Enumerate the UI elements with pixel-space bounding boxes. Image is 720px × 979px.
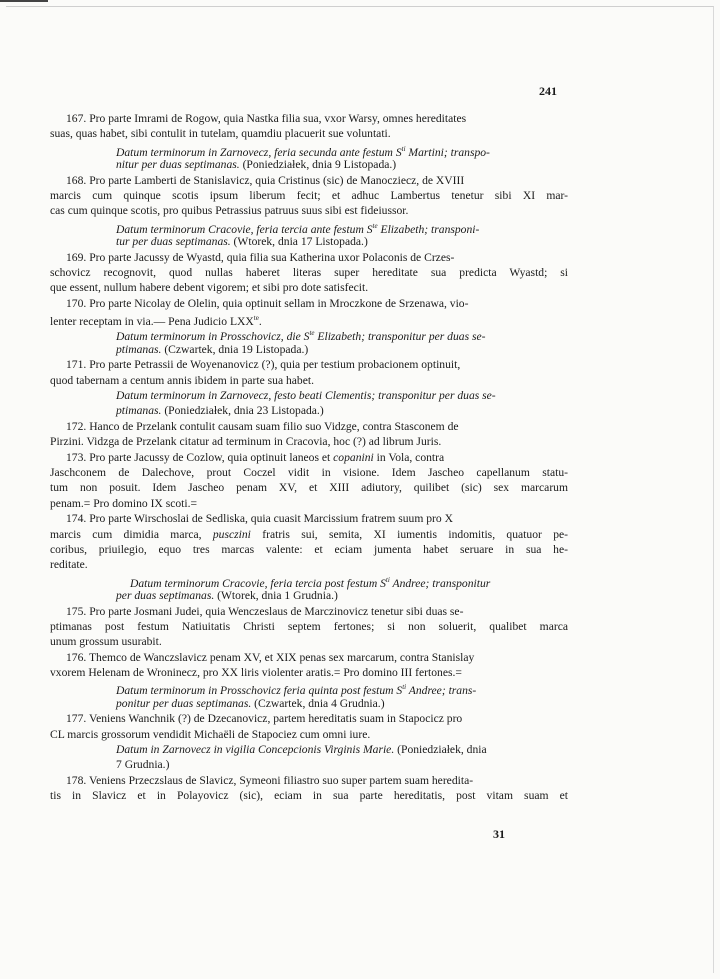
text-segment: 176. Themco de Wanczslavicz penam XV, et XIX penas sex marcarum, contra Stanislay (66, 650, 475, 664)
text-line (50, 280, 568, 295)
text-segment: 175. Pro parte Josmani Judei, quia Wenczeslaus de Marczinovicz tenetur sibi duas se- (66, 604, 464, 618)
text-segment: 178. Veniens Przeczslaus de Slavicz, Symeoni filiastro suo super partem suam heredita- (66, 773, 474, 787)
text-segment: vxorem Helenam de Wroninecz, pro XX liris violenter aratis.= Pro domino III fertones.= (50, 666, 462, 680)
signature-mark: 31 (493, 827, 505, 841)
text-line (50, 111, 568, 126)
text-segment: (Poniedziałek, dnia (394, 743, 487, 757)
text-segment: Jaschconem de Dalechove, prout Coczel vidit in visione. Idem Jascheo capellanum statu- (50, 465, 568, 479)
italic-segment: Datum terminorum in Prosschovicz feria quinta post festum S (116, 684, 403, 698)
text-segment: 177. Veniens Wanchnik (?) de Dzecanovicz, partem hereditatis suam in Stapocicz pro (66, 712, 463, 726)
text-line (50, 711, 568, 726)
italic-segment: Datum in Zarnovecz in vigilia Concepcionis Virginis Marie. (116, 743, 395, 757)
italic-segment: te (372, 221, 378, 230)
italic-segment: per duas septimanas. (116, 589, 215, 603)
italic-segment: Datum terminorum in Zarnovecz, festo beati Clementis; transponitur per duas se- (116, 389, 496, 403)
italic-segment: Andree; transponitur (389, 576, 491, 590)
corner-mark (0, 0, 48, 2)
text-line (50, 757, 568, 772)
italic-segment: pusczini (212, 527, 251, 541)
text-line (50, 465, 568, 480)
italic-segment: te (309, 329, 315, 338)
page-number: 241 (539, 84, 557, 98)
text-segment: (Czwartek, dnia 19 Listopada.) (161, 342, 309, 356)
text-segment: in Vola, contra (373, 450, 445, 464)
text-line (50, 326, 568, 344)
text-line (50, 788, 568, 803)
text-line (50, 434, 568, 449)
italic-segment: ti (402, 683, 407, 692)
text-segment: (Wtorek, dnia 17 Listopada.) (230, 235, 368, 249)
italic-segment: Datum terminorum Cracovie, feria tercia post festum S (130, 576, 386, 590)
text-line (50, 573, 568, 588)
italic-segment: Datum terminorum Cracovie, feria tercia ante festum S (116, 222, 373, 236)
text-line (50, 619, 568, 634)
text-line (50, 588, 568, 603)
italic-segment: Andree; trans- (406, 684, 477, 698)
text-line (50, 188, 568, 203)
text-segment: (Poniedziałek, dnia 9 Listopada.) (239, 158, 397, 172)
text-line (50, 557, 568, 572)
italic-segment: ptimanas. (116, 342, 162, 356)
text-line (50, 773, 568, 788)
text-line (50, 665, 568, 680)
text-segment: (Wtorek, dnia 1 Grudnia.) (214, 589, 338, 603)
text-segment: marcis cum dimidia marca, (50, 527, 213, 541)
text-line (50, 126, 568, 141)
text-segment: 171. Pro parte Petrassii de Woyenanovicz (?), quia per testium probacionem optinuit, (66, 358, 461, 372)
text-line (50, 250, 568, 265)
text-line (50, 203, 568, 218)
text-segment: (Czwartek, dnia 4 Grudnia.) (251, 696, 385, 710)
text-segment: lenter receptam in via.— Pena Judicio LXX (50, 314, 254, 328)
text-line (50, 604, 568, 619)
text-line (50, 157, 568, 172)
text-line (50, 542, 568, 557)
text-line (50, 388, 568, 403)
text-segment: tis in Slavicz et in Polayovicz (sic), eciam in sua parte hereditatis, post vitam suam et (50, 789, 568, 803)
text-line (50, 311, 568, 326)
text-segment: tum non posuit. Idem Jascheo penam XV, et XIII adiutory, quilibet (sic) sex marcarum (50, 481, 568, 495)
text-segment: (Poniedziałek, dnia 23 Listopada.) (161, 404, 324, 418)
text-segment: 167. Pro parte Imrami de Rogow, quia Nastka filia sua, vxor Warsy, omnes hereditates (66, 112, 467, 125)
text-line (50, 680, 568, 698)
text-line (50, 696, 568, 711)
text-line (50, 527, 568, 542)
text-segment: que essent, nullum habere debent vigorem; et sibi pro dote satisfecit. (50, 281, 369, 295)
text-segment: . (258, 314, 262, 328)
text-segment: quod tabernam a centum annis ibidem in parte sua habet. (50, 373, 314, 387)
text-segment: 7 Grudnia.) (116, 758, 170, 772)
italic-segment: ti (401, 144, 406, 153)
text-line (50, 450, 568, 465)
text-segment: 172. Hanco de Przelank contulit causam suam filio suo Vidzge, contra Stasconem de (66, 419, 459, 433)
text-segment: 170. Pro parte Nicolay de Olelin, quia optinuit sellam in Mroczkone de Srzenawa, vio- (66, 296, 469, 310)
text-line (50, 403, 568, 418)
italic-segment: tur per duas septimanas. (116, 235, 231, 249)
italic-segment: Elizabeth; transponitur per duas se- (314, 330, 486, 344)
text-segment: fratris sui, semita, XI iumentis indomitis, quatuor pe- (250, 527, 568, 541)
text-segment: coribus, priuilegio, equo tres marcas valente: et eciam jumenta habet seruare in sua he- (50, 542, 568, 556)
text-line (50, 419, 568, 434)
text-line (50, 727, 568, 742)
text-segment: unum grossum usurabit. (50, 635, 162, 649)
text-line (50, 173, 568, 188)
text-line (50, 373, 568, 388)
text-segment: 174. Pro parte Wirschoslai de Sedliska, quia cuasit Marcissium fratrem suum pro X (66, 512, 453, 526)
text-line (50, 142, 568, 157)
italic-segment: ti (385, 575, 390, 584)
text-segment: te (253, 314, 259, 323)
text-line (50, 342, 568, 357)
document-body (50, 111, 568, 804)
text-segment: penam.= Pro domino IX scoti.= (50, 496, 198, 510)
italic-segment: ponitur per duas septimanas. (116, 696, 252, 710)
italic-segment: Datum terminorum in Zarnovecz, feria secunda ante festum S (116, 145, 402, 159)
text-line (50, 496, 568, 511)
text-segment: Pirzini. Vidzga de Przelank citatur ad terminum in Cracovia, hoc (?) ad librum Juris. (50, 435, 442, 449)
text-segment: suas, quas habet, sibi contulit in tutelam, quamdiu placuerit sue voluntati. (50, 127, 391, 141)
italic-segment: Datum terminorum in Prosschovicz, die S (116, 330, 310, 344)
text-line (50, 634, 568, 649)
text-segment: 169. Pro parte Jacussy de Wyastd, quia filia sua Katherina uxor Polaconis de Crzes- (66, 250, 455, 264)
text-line (50, 219, 568, 234)
text-segment: marcis cum quinque scotis ipsum liberum fecit; et adhuc Lambertus tenetur sibi XI mar- (50, 188, 568, 202)
text-segment: CL marcis grossorum vendidit Michaëli de Stapociez cum omni iure. (50, 727, 371, 741)
italic-segment: Elizabeth; transponi- (377, 222, 480, 236)
text-segment: ptimanas post festum Natiuitatis Christi septem fertones; si non soluerit, qualibet marca (50, 619, 568, 633)
italic-segment: copanini (333, 450, 374, 464)
text-line (50, 357, 568, 372)
text-segment: reditate. (50, 558, 88, 572)
text-segment: cas cum quinque scotis, pro quibus Petrassius patruus suus sibi est fideiussor. (50, 204, 409, 218)
text-line (50, 480, 568, 495)
text-line (50, 296, 568, 311)
italic-segment: ptimanas. (116, 404, 162, 418)
text-line (50, 265, 568, 280)
text-segment: schovicz recognovit, quod nullas haberet literas super hereditate sua predicta Wyastd; si (50, 265, 568, 279)
text-line (50, 234, 568, 249)
text-line (50, 742, 568, 757)
text-segment: 173. Pro parte Jacussy de Cozlow, quia optinuit laneos et (66, 450, 334, 464)
text-segment: 168. Pro parte Lamberti de Stanislavicz, quia Cristinus (sic) de Manocziecz, de XVIII (66, 173, 465, 187)
italic-segment: Martini; transpo- (405, 145, 490, 159)
text-line (50, 511, 568, 526)
text-line (50, 650, 568, 665)
italic-segment: nitur per duas septimanas. (116, 158, 240, 172)
